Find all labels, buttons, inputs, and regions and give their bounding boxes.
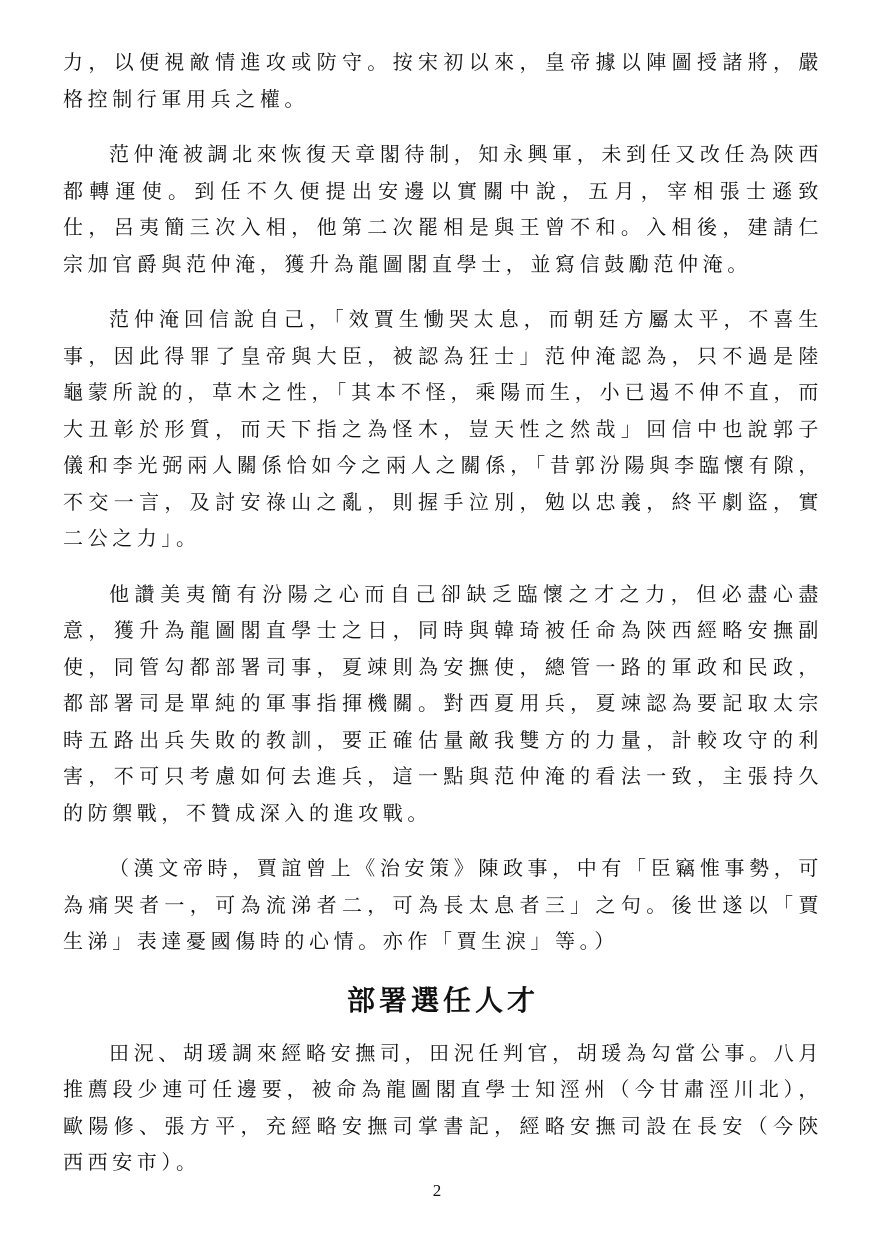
paragraph-fan-zhongyan-appointment: 范仲淹被調北來恢復天章閣待制，知永興軍，未到任又改任為陝西都轉運使。到任不久便提出安邊以實關中說，五月，宰相張士遜致仕，呂夷簡三次入相，他第二次罷相是與王曾不和。入相後，建請仁宗加官爵與范仲淹，獲升為龍圖閣直學士，並寫信鼓勵范仲淹。 (63, 142, 823, 276)
paragraph-reply-letter: 范仲淹回信說自己，「效賈生慟哭太息，而朝廷方屬太平，不喜生事，因此得罪了皇帝與大臣，被認為狂士」范仲淹認為，只不過是陸龜蒙所說的，草木之性，「其本不怪，乘陽而生，小已遏不伸不直，而大丑彰於形質，而天下指之為怪木，豈天性之然哉」回信中也說郭子儀和李光弼兩人關係恰如今之兩人之關係，「昔郭汾陽與李臨懷有隙，不交一言，及討安祿山之亂，則握手泣別，勉以忠義，終平劇盜，實二公之力」。 (63, 307, 823, 550)
paragraph-continued: 力，以便視敵情進攻或防守。按宋初以來，皇帝據以陣圖授諸將，嚴格控制行軍用兵之權。 (63, 50, 823, 111)
paragraph-military-strategy: 他讚美夷簡有汾陽之心而自己卻缺乏臨懷之才之力，但必盡心盡意，獲升為龍圖閣直學士之日，同時與韓琦被任命為陝西經略安撫副使，同管勾都部署司事，夏竦則為安撫使，總管一路的軍政和民政，都部署司是單純的軍事指揮機關。對西夏用兵，夏竦認為要記取太宗時五路出兵失敗的教訓，要正確估量敵我雙方的力量，計較攻守的利害，不可只考慮如何去進兵，這一點與范仲淹的看法一致，主張持久的防禦戰，不贊成深入的進攻戰。 (63, 581, 823, 825)
paragraph-personnel-appointments: 田況、胡瑗調來經略安撫司，田況任判官，胡瑗為勾當公事。八月推薦段少連可任邊要，被命為龍圖閣直學士知涇州（今甘肅涇川北），歐陽修、張方平，充經略安撫司掌書記，經略安撫司設在長安（今陝西西安市）。 (63, 1040, 823, 1174)
page-body (63, 44, 823, 1200)
paragraph-annotation-jia-yi: （漢文帝時，賈誼曾上《治安策》陳政事，中有「臣竊惟事勢，可為痛哭者一，可為流涕者二，可為長太息者三」之句。後世遂以「賈生涕」表達憂國傷時的心情。亦作「賈生淚」等。） (63, 856, 823, 953)
page-number: 2 (432, 1181, 442, 1200)
section-heading: 部署選任人才 (346, 983, 539, 1017)
